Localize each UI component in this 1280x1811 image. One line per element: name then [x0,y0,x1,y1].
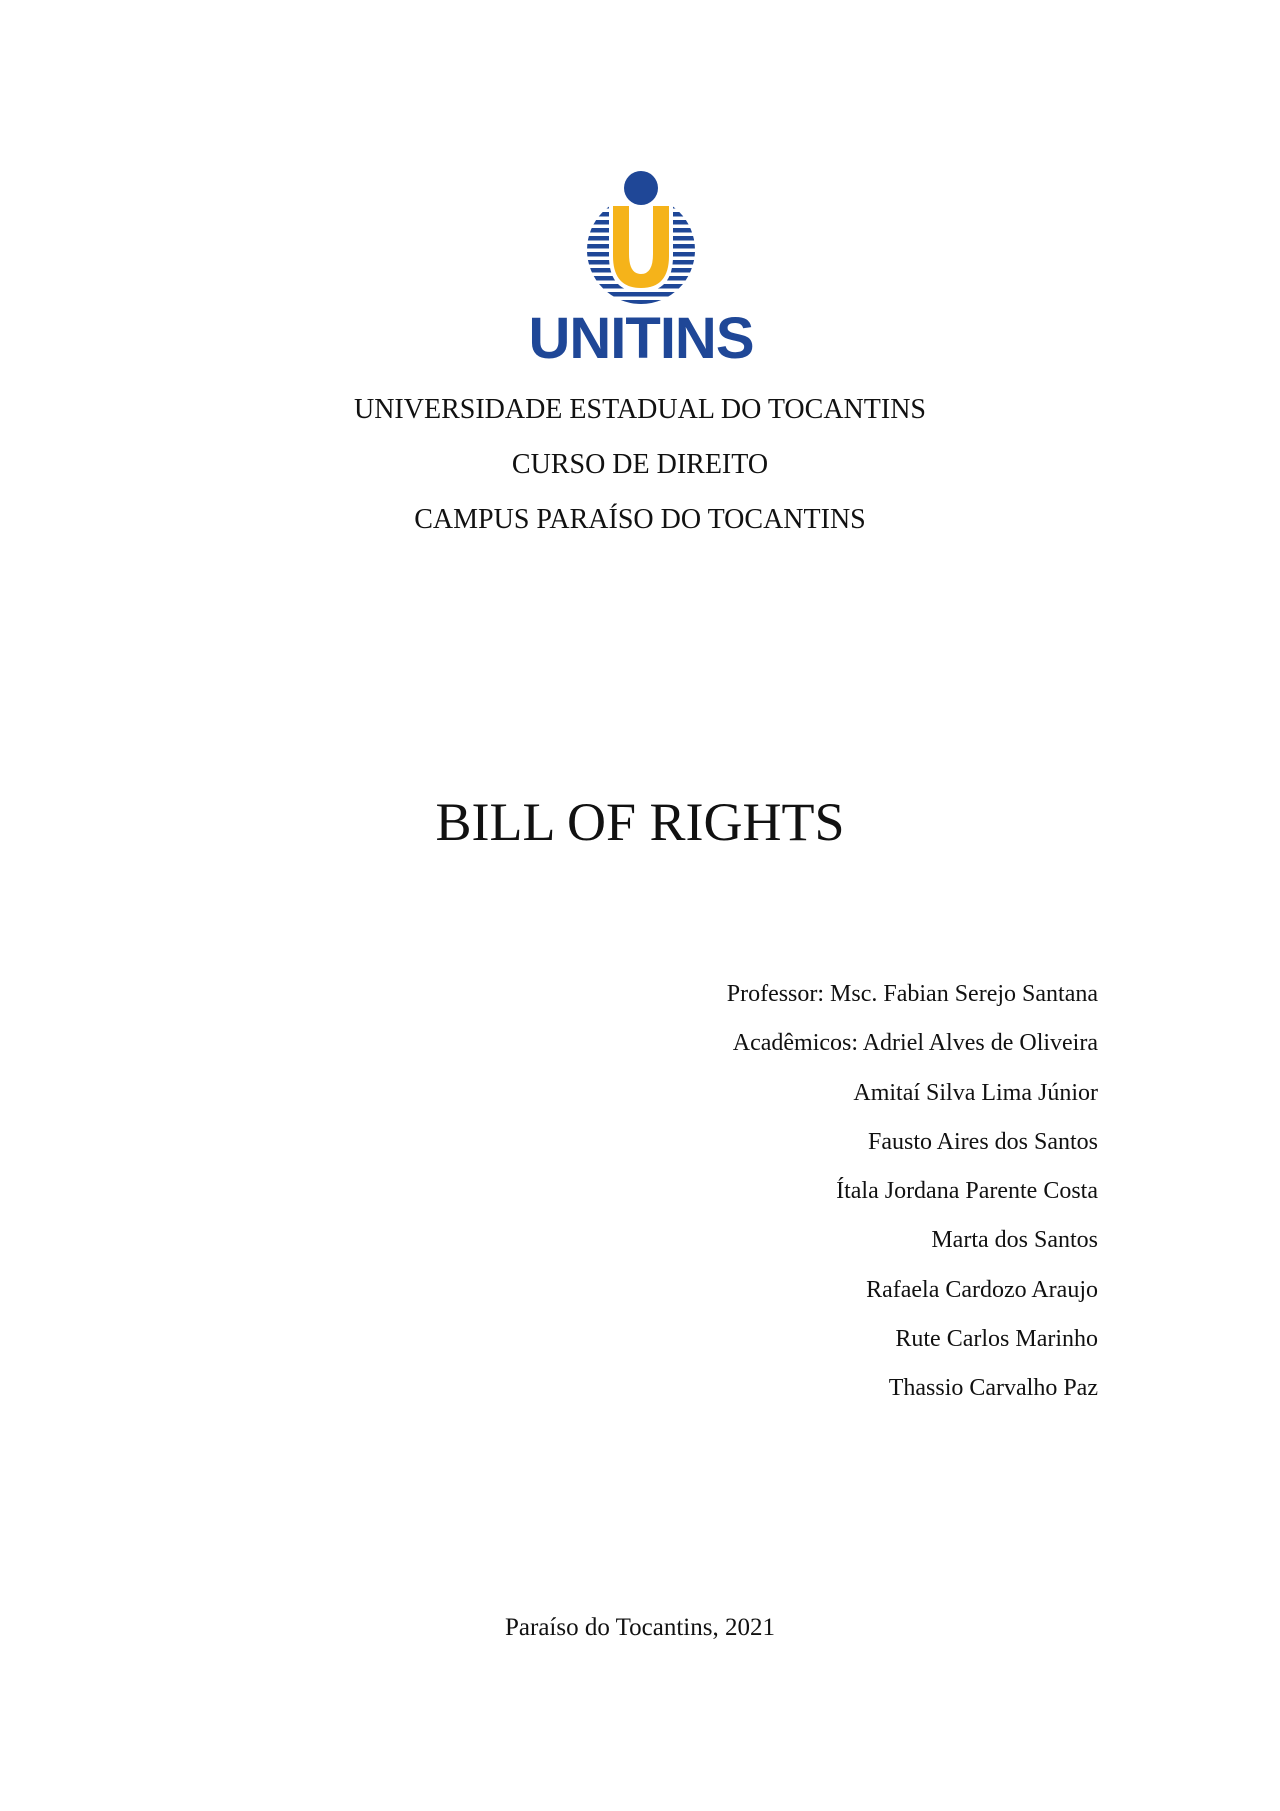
student-name: Marta dos Santos [931,1227,1098,1254]
professor-line: Professor: Msc. Fabian Serejo Santana [726,981,1098,1007]
svg-text:UNITINS: UNITINS [529,306,753,365]
course-name: CURSO DE DIREITO [511,449,769,480]
students-heading-line: Acadêmicos: Adriel Alves de Oliveira [732,1030,1098,1057]
student-name: Rafaela Cardozo Araujo [866,1276,1098,1303]
student-name: Amitaí Silva Lima Júnior [853,1079,1098,1106]
student-name: Rute Carlos Marinho [895,1326,1098,1353]
student-name: Ítala Jordana Parente Costa [836,1178,1098,1205]
place-date: Paraíso do Tocantins, 2021 [505,1614,775,1641]
unitins-logo [529,170,753,365]
document-title: BILL OF RIGHTS [435,792,845,852]
student-name: Thassio Carvalho Paz [888,1375,1098,1402]
institution-name: UNIVERSIDADE ESTADUAL DO TOCANTINS [353,394,926,425]
credits-block [727,970,1098,1414]
student-name: Fausto Aires dos Santos [867,1128,1098,1155]
campus-name: CAMPUS PARAÍSO DO TOCANTINS [414,504,866,535]
